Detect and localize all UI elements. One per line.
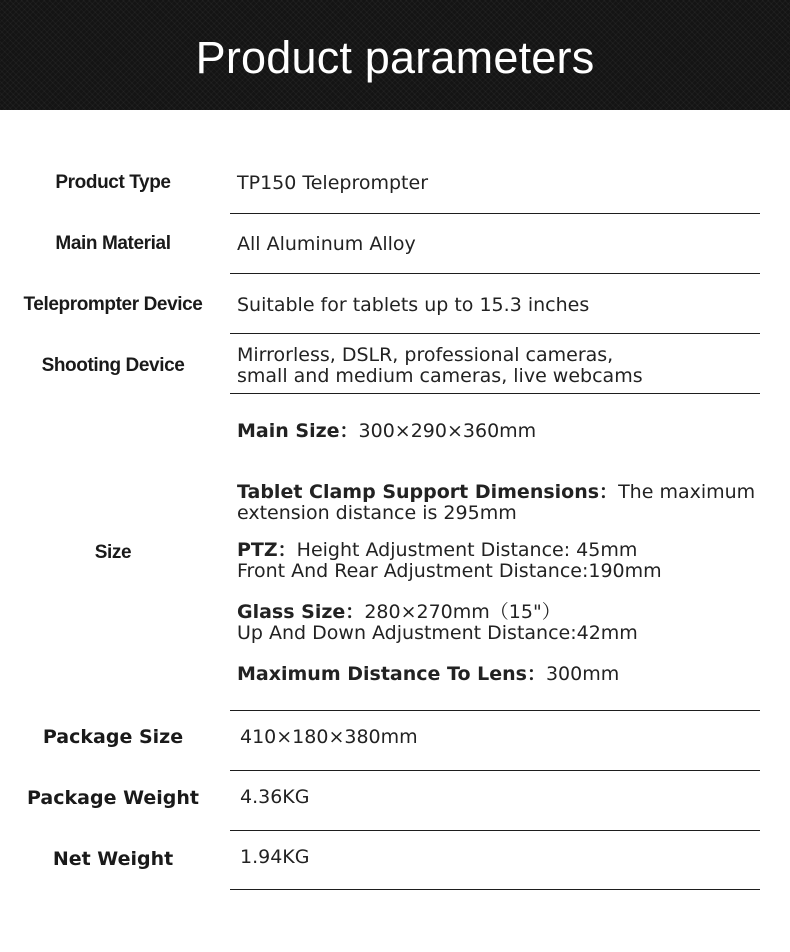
value-main-material: All Aluminum Alloy bbox=[237, 233, 416, 255]
size-main-size bbox=[237, 420, 536, 442]
value-line: Mirrorless, DSLR, professional cameras, bbox=[237, 344, 614, 366]
label-net-weight: Net Weight bbox=[52, 848, 174, 870]
spec-value-line2: extension distance is 295mm bbox=[237, 502, 517, 524]
value-net-weight: 1.94KG bbox=[240, 846, 310, 868]
spec-value: Height Adjustment Distance: 45mm bbox=[296, 539, 638, 561]
value-line: small and medium cameras, live webcams bbox=[237, 365, 643, 387]
label-main-material: Main Material bbox=[55, 233, 171, 254]
label-shooting-device: Shooting Device bbox=[41, 355, 185, 376]
label-package-weight: Package Weight bbox=[27, 787, 199, 809]
label-product-type: Product Type bbox=[55, 172, 171, 193]
size-tablet-clamp bbox=[237, 482, 755, 524]
spec-value-line2: Front And Rear Adjustment Distance:190mm bbox=[237, 560, 662, 582]
row-divider bbox=[230, 889, 760, 890]
row-divider bbox=[230, 830, 760, 831]
size-ptz bbox=[237, 540, 662, 582]
value-package-weight: 4.36KG bbox=[240, 786, 310, 808]
value-teleprompter-device: Suitable for tablets up to 15.3 inches bbox=[237, 294, 590, 316]
row-divider bbox=[230, 213, 760, 214]
header-banner bbox=[0, 0, 790, 110]
row-divider bbox=[230, 770, 760, 771]
row-divider bbox=[230, 333, 760, 334]
spec-value: The maximum bbox=[618, 481, 756, 503]
value-shooting-device bbox=[237, 345, 643, 387]
value-product-type: TP150 Teleprompter bbox=[237, 172, 429, 194]
spec-key: Maximum Distance To Lens： bbox=[237, 663, 546, 685]
spec-key: Tablet Clamp Support Dimensions： bbox=[237, 481, 619, 503]
label-teleprompter-device: Teleprompter Device bbox=[23, 294, 203, 315]
row-divider bbox=[230, 393, 760, 394]
value-package-size: 410×180×380mm bbox=[240, 726, 418, 748]
row-divider bbox=[230, 710, 760, 711]
spec-value: 280×270mm（15"） bbox=[364, 601, 561, 623]
page-title: Product parameters bbox=[195, 32, 595, 83]
spec-key: PTZ： bbox=[237, 539, 297, 561]
row-divider bbox=[230, 273, 760, 274]
size-glass-size bbox=[237, 602, 638, 644]
label-size: Size bbox=[94, 542, 132, 563]
spec-value: 300×290×360mm bbox=[358, 420, 537, 442]
spec-value: 300mm bbox=[545, 663, 620, 685]
size-max-distance bbox=[237, 663, 619, 685]
spec-value-line2: Up And Down Adjustment Distance:42mm bbox=[237, 622, 638, 644]
spec-key: Glass Size： bbox=[237, 601, 365, 623]
label-package-size: Package Size bbox=[42, 726, 184, 748]
spec-key: Main Size： bbox=[237, 420, 359, 442]
